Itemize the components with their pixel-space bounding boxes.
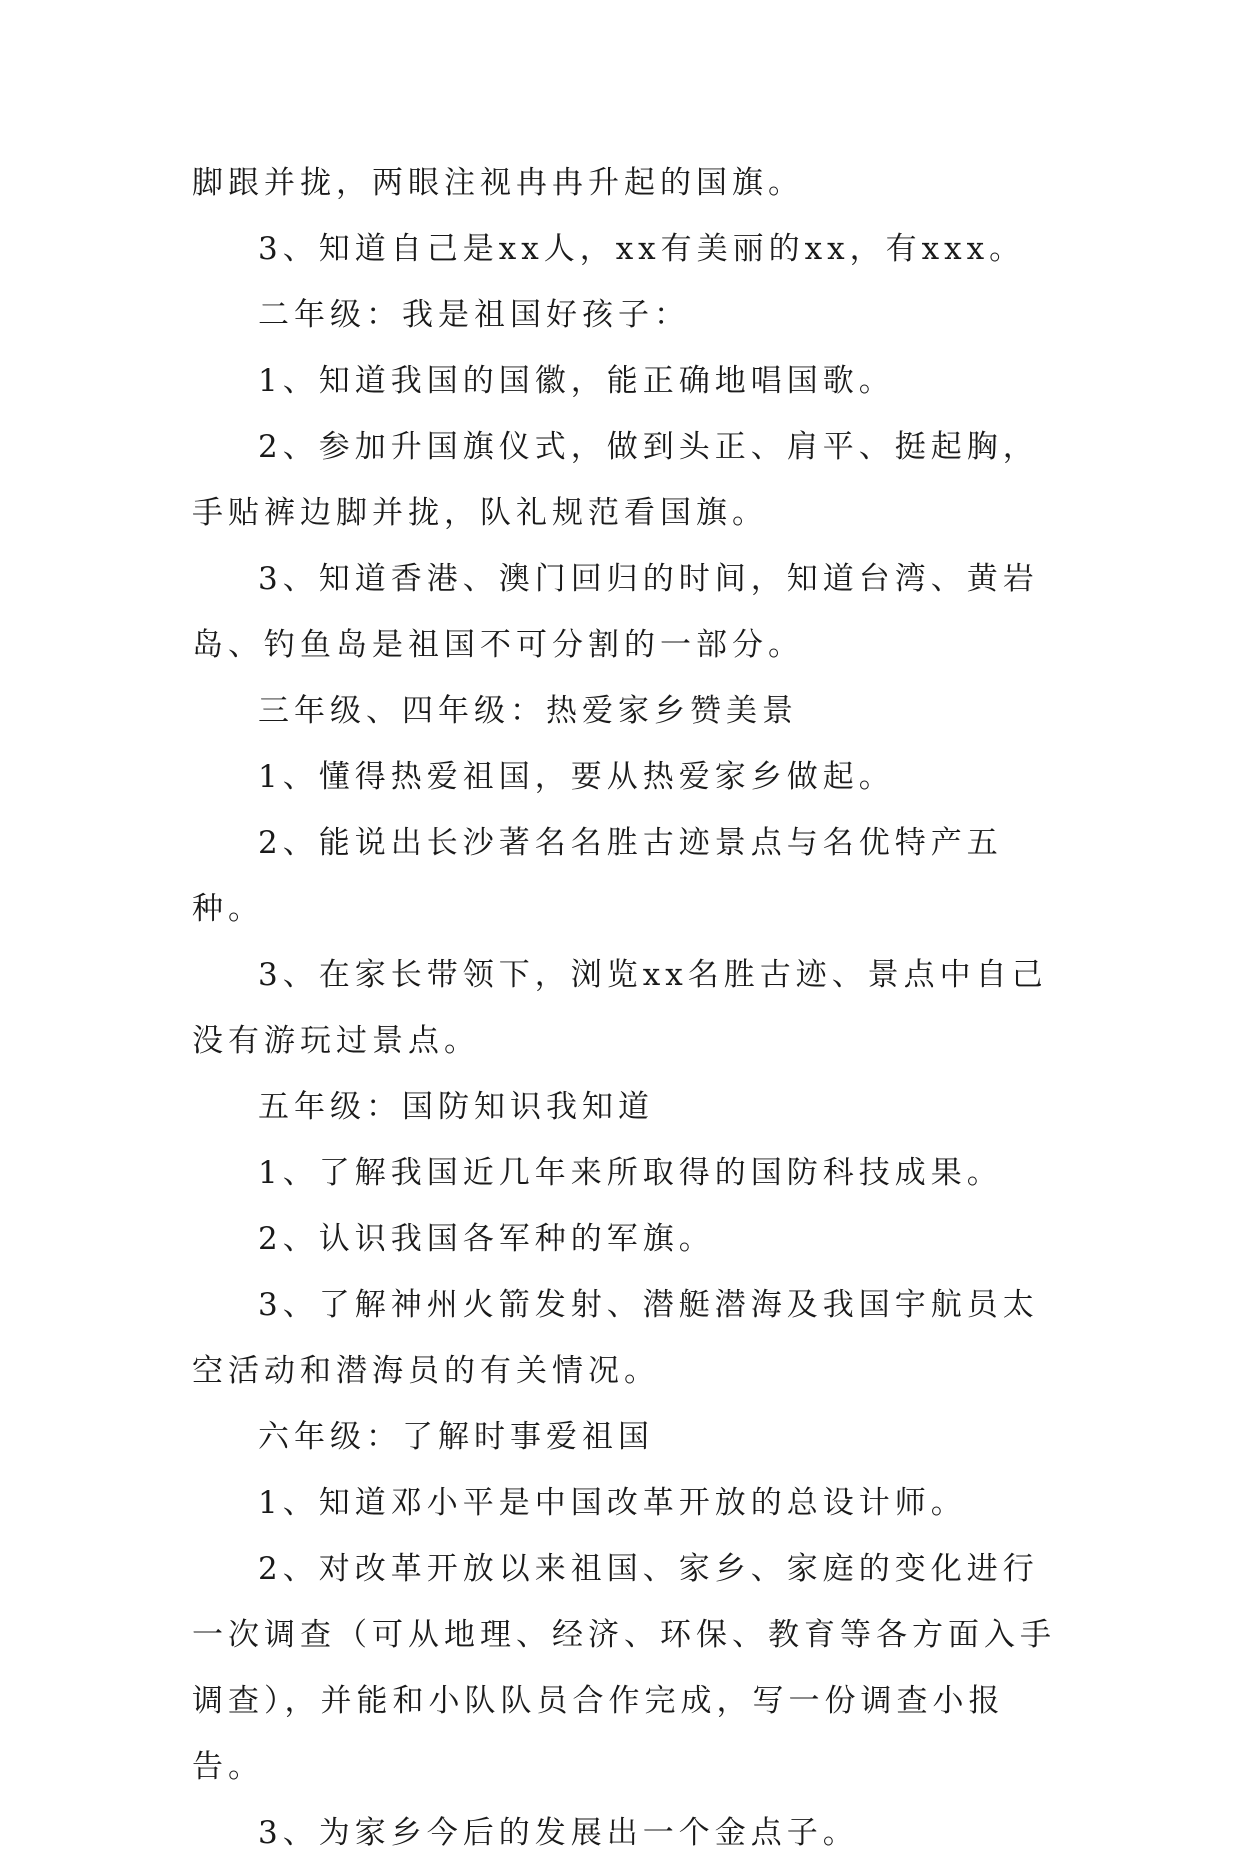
paragraph: 3、知道自己是xx人，xx有美丽的xx，有xxx。: [258, 231, 1026, 267]
paragraph: 1、知道邓小平是中国改革开放的总设计师。: [258, 1485, 967, 1521]
paragraph: 2、认识我国各军种的军旗。: [258, 1221, 715, 1257]
paragraph-continuation: 脚跟并拢，两眼注视冉冉升起的国旗。: [192, 165, 804, 201]
paragraph: 1、了解我国近几年来所取得的国防科技成果。: [258, 1155, 1003, 1191]
paragraph: 2、对改革开放以来祖国、家乡、家庭的变化进行一次调查（可从地理、经济、环保、教育等各方面入手调查），并能和小队队员合作完成，写一份调查小报告。: [192, 1551, 1056, 1785]
paragraph: 3、为家乡今后的发展出一个金点子。: [258, 1815, 859, 1851]
paragraph: 1、知道我国的国徽，能正确地唱国歌。: [258, 363, 895, 399]
paragraph: 2、能说出长沙著名名胜古迹景点与名优特产五种。: [192, 825, 1003, 927]
grade-heading: 六年级：了解时事爱祖国: [258, 1419, 654, 1455]
paragraph: 1、懂得热爱祖国，要从热爱家乡做起。: [258, 759, 895, 795]
grade-heading: 五年级：国防知识我知道: [258, 1089, 654, 1125]
paragraph: 3、了解神州火箭发射、潜艇潜海及我国宇航员太空活动和潜海员的有关情况。: [192, 1287, 1039, 1389]
grade-heading: 三年级、四年级：热爱家乡赞美景: [258, 693, 798, 729]
paragraph: 3、知道香港、澳门回归的时间，知道台湾、黄岩岛、钓鱼岛是祖国不可分割的一部分。: [192, 561, 1039, 663]
grade-heading: 二年级：我是祖国好孩子：: [258, 297, 690, 333]
paragraph: 2、参加升国旗仪式，做到头正、肩平、挺起胸，手贴裤边脚并拢，队礼规范看国旗。: [192, 429, 1039, 531]
paragraph: 3、在家长带领下，浏览xx名胜古迹、景点中自己没有游玩过景点。: [192, 957, 1048, 1059]
document-body: [192, 150, 1072, 1866]
